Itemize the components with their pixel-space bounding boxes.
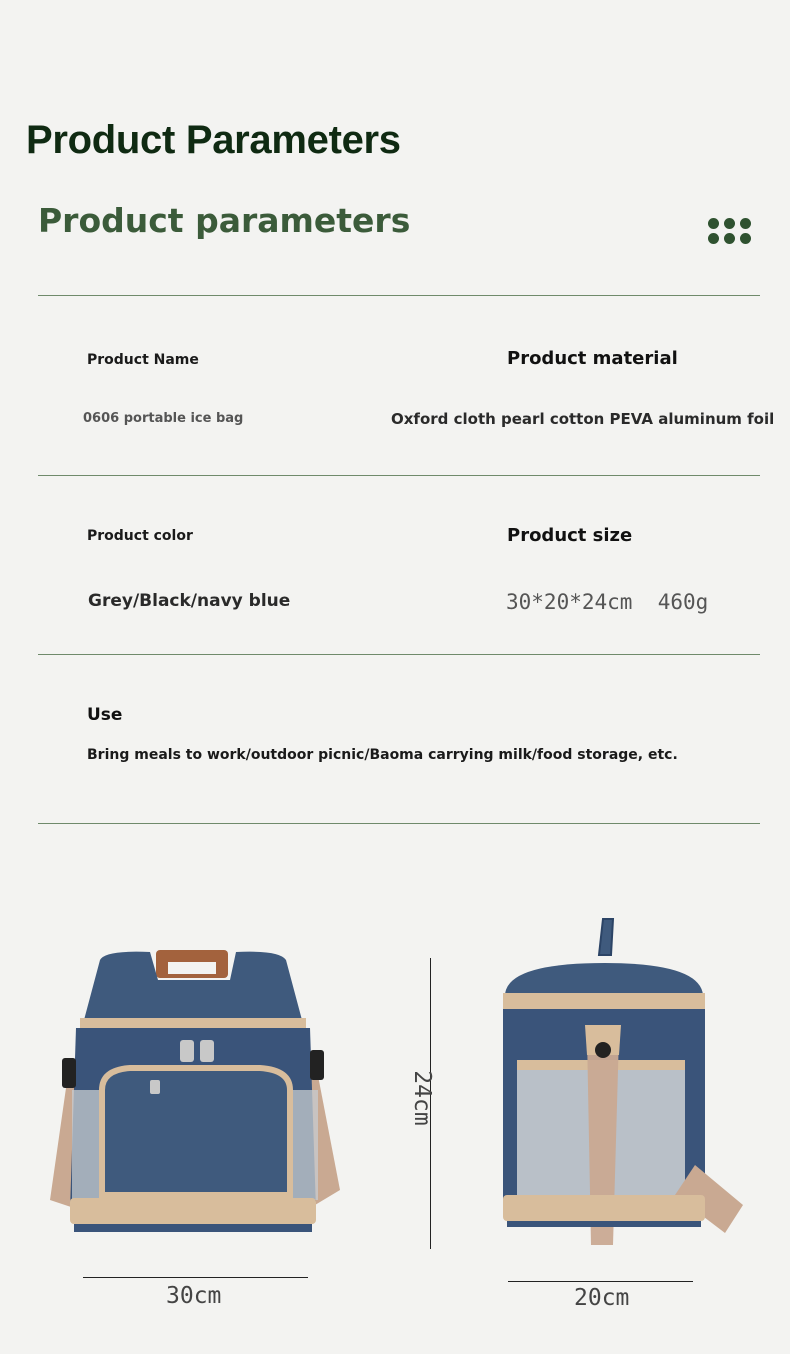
use-label: Use — [87, 705, 123, 725]
dots-grid-icon — [706, 216, 754, 244]
section-title: Product parameters — [38, 201, 411, 240]
width-line-front — [83, 1277, 308, 1278]
product-name-label: Product Name — [87, 352, 199, 368]
height-label: 24cm — [409, 1070, 435, 1126]
bag-side-image — [495, 915, 750, 1250]
product-color-label: Product color — [87, 528, 193, 544]
use-value: Bring meals to work/outdoor picnic/Baoma carrying milk/food storage, etc. — [87, 747, 678, 763]
divider — [38, 475, 760, 476]
bag-front-image — [40, 940, 350, 1240]
product-color-value: Grey/Black/navy blue — [88, 591, 291, 611]
front-width-label: 30cm — [166, 1283, 222, 1309]
width-line-side — [508, 1281, 693, 1282]
side-width-label: 20cm — [574, 1285, 630, 1311]
product-size-label: Product size — [507, 525, 633, 546]
product-name-value: 0606 portable ice bag — [83, 411, 244, 426]
page-title: Product Parameters — [26, 118, 401, 162]
product-material-label: Product material — [507, 348, 678, 369]
product-size-value: 30*20*24cm 460g — [506, 590, 709, 614]
divider — [38, 295, 760, 296]
product-material-value: Oxford cloth pearl cotton PEVA aluminum foil — [391, 410, 775, 428]
divider — [38, 823, 760, 824]
divider — [38, 654, 760, 655]
